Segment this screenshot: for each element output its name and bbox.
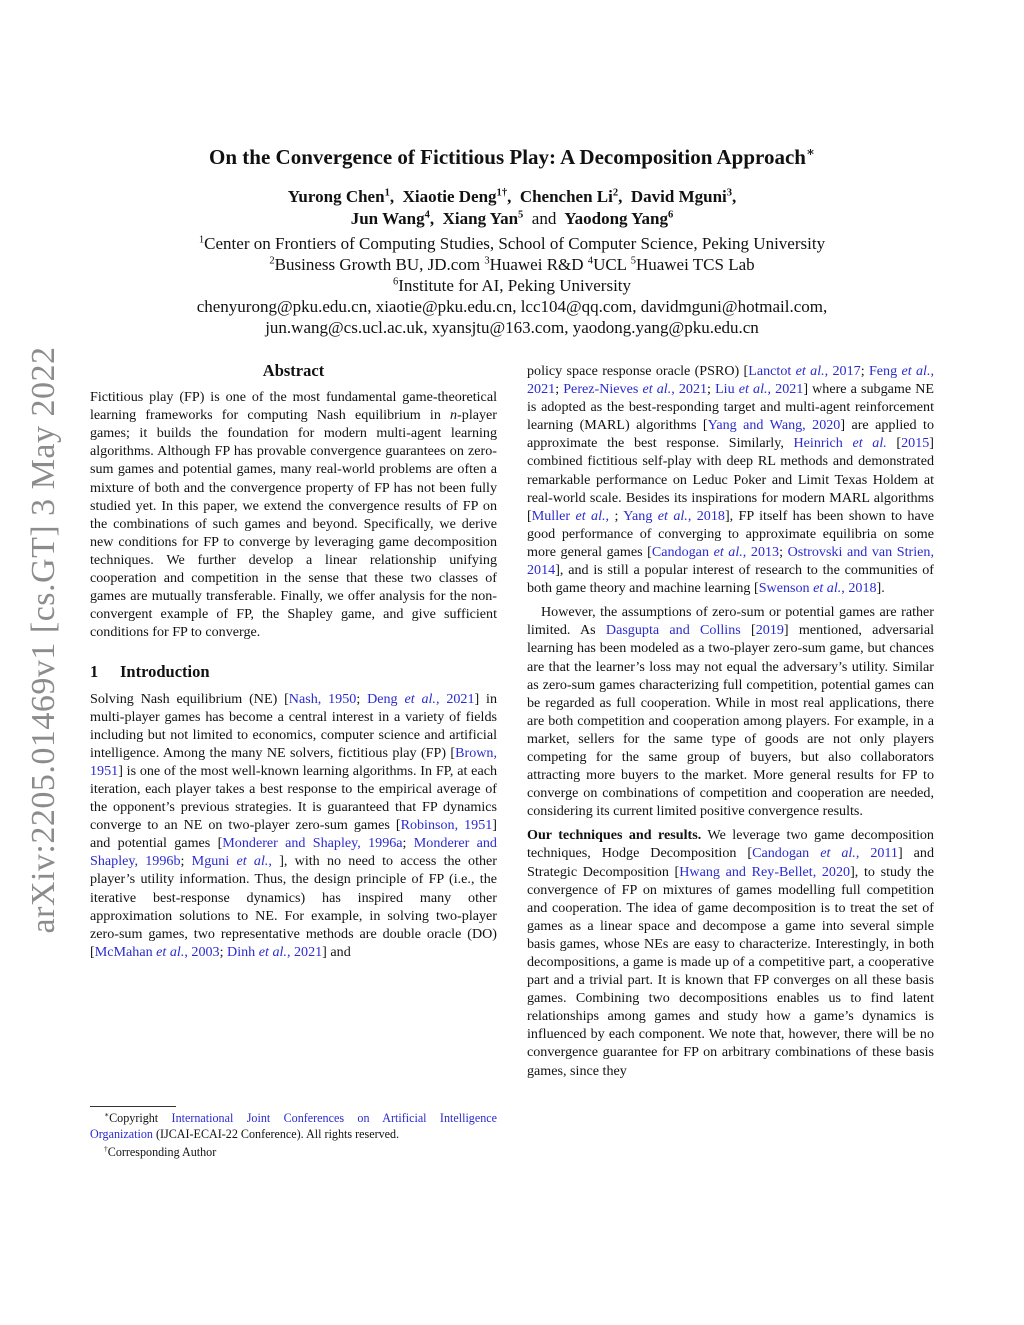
affiliation-text: Huawei R&D <box>489 255 584 274</box>
paragraph-heading: Our techniques and results. <box>527 827 702 844</box>
abstract-text: Fictitious play (FP) is one of the most fundamental game-theoretical learning frameworks for computing Nash equilibrium in <box>90 389 497 424</box>
text-run: We leverage two game decomposition techniques, Hodge Decomposition [ <box>527 827 934 862</box>
author-line-2 <box>0 208 1024 230</box>
text-run: Copyright <box>109 1111 172 1125</box>
author-conjunction: and <box>531 209 557 228</box>
arxiv-identifier: arXiv:2205.01469v1 [cs.GT] 3 May 2022 <box>25 346 62 934</box>
text-run: ; <box>356 690 368 707</box>
author-mark: 1 <box>384 187 390 199</box>
citation-link[interactable]: Candogan et al., 2011 <box>752 845 898 862</box>
text-run: ; <box>860 363 869 379</box>
affiliation-text: UCL <box>593 255 627 274</box>
footnote-copyright <box>90 1111 497 1142</box>
intro-paragraph-4 <box>527 826 934 1079</box>
author-separator: , <box>507 187 512 206</box>
citation-link[interactable]: McMahan et al., 2003 <box>94 943 220 960</box>
text-run: Corresponding Author <box>107 1145 217 1159</box>
author-list <box>0 186 1024 230</box>
abstract-body <box>90 388 497 641</box>
author-separator: , <box>618 187 623 206</box>
text-run: ; <box>180 853 192 870</box>
citation-link[interactable]: Liu et al., 2021 <box>715 381 804 398</box>
author-separator: , <box>389 187 395 206</box>
footnote-mark: † <box>104 1143 108 1153</box>
citation-link[interactable]: Dinh et al., 2021 <box>227 943 323 960</box>
author-mark: 4 <box>424 209 430 221</box>
affiliation-line-1 <box>0 233 1024 254</box>
text-run: Solving Nash equilibrium (NE) [ <box>90 690 289 707</box>
text-run: ; <box>707 381 716 398</box>
title-footnote-mark: ∗ <box>805 144 815 159</box>
citation-link[interactable]: 2019 <box>755 622 784 639</box>
right-column <box>527 362 934 1080</box>
footnote-corresponding <box>90 1145 497 1161</box>
text-run: ] and potential games [ <box>90 817 497 852</box>
text-run: ] where a subgame NE is adopted as the best-responding target and multi-agent reinforcement learning (MARL) algorithms [ <box>527 381 934 434</box>
affiliation-line-2 <box>0 254 1024 275</box>
citation-link[interactable]: Ostrovski and van Strien, 2014 <box>527 543 934 579</box>
citation-link[interactable]: Hwang and Rey-Bellet, 2020 <box>679 863 851 880</box>
affiliation-mark: 6 <box>392 276 399 288</box>
citation-link[interactable]: Deng et al., 2021 <box>367 690 475 707</box>
citation-link[interactable]: Candogan et al., 2013 <box>651 543 780 560</box>
text-run: (IJCAI-ECAI-22 Conference). All rights reserved. <box>152 1126 400 1141</box>
affiliation-text: Huawei TCS Lab <box>635 255 755 274</box>
citation-link[interactable]: 2015 <box>901 435 930 452</box>
citation-link[interactable]: Feng et al., 2021 <box>527 363 935 398</box>
text-run: ] are applied to approximate the best response. Similarly, <box>527 417 934 452</box>
intro-paragraph-2 <box>527 362 934 597</box>
author-name: Yaodong Yang <box>564 209 668 228</box>
affiliation-mark: 2 <box>269 255 275 267</box>
affiliation-line-3 <box>0 275 1024 296</box>
author-name: Chenchen Li <box>519 187 613 206</box>
citation-link[interactable]: Yang et al., 2018 <box>623 507 725 524</box>
author-name: Yurong Chen <box>287 187 385 206</box>
text-run: ]. <box>876 580 885 597</box>
abstract-text: -player games; it builds the foundation for modern multi-agent learning algorithms. Although FP has provable convergence guarantees on zero-sum games and potential games, many real-world problems are often a mixture of both and the convergence property of FP has not been fully studied yet. In this paper, we extend the convergence results of FP on the combinations of such games and beyond. Specifically, we derive new conditions for FP to converge by leveraging game decomposition techniques. We further develop a linear relationship unifying cooperation and competition in the sense that these two classes of games are mutually transferable. Finally, we offer analysis for the non-convergent example of FP, the Shapley game, and give sufficient conditions for FP to converge. <box>90 407 497 641</box>
text-run: [ <box>886 435 902 452</box>
abstract-heading: Abstract <box>262 361 325 380</box>
title-text: On the Convergence of Fictitious Play: A Decomposition Approach <box>209 145 806 169</box>
affiliation-text: Business Growth BU, JD.com <box>274 255 481 274</box>
text-run: ], and is still a popular interest of research to the communities of both game theory and machine learning [ <box>527 562 934 597</box>
author-name: Jun Wang <box>350 209 425 228</box>
citation-link[interactable]: Monderer and Shapley, 1996a <box>222 835 403 852</box>
email-line-1: chenyurong@pku.edu.cn, xiaotie@pku.edu.cn, lcc104@qq.com, davidmguni@hotmail.com, <box>196 297 828 316</box>
author-name: Xiaotie Deng <box>402 187 497 206</box>
section-number: 1 <box>90 662 99 682</box>
text-run: ] mentioned, adversarial learning has been modeled as a two-player zero-sum game, but chances are that the learner’s loss may not equal the adversary’s utility. Similar as zero-sum games characterizing full competition, potential games can be regarded as full cooperation. While in most real applications, there are both competition and cooperation among players. For example, in a market, sellers for the same type of goods are not only players competing for the same group of buyers, but also collaborators attracting more buyers to the market. More general results for FP to converge on combinations of competition and cooperation are needed, considering its current limited positive convergence results. <box>527 622 935 820</box>
affiliation-text: Institute for AI, Peking University <box>398 276 632 295</box>
citation-link[interactable]: Monderer and Shapley, 1996b <box>90 835 497 870</box>
citation-link[interactable]: Swenson et al., 2018 <box>758 580 877 597</box>
citation-link[interactable]: Heinrich et al. <box>793 435 887 452</box>
text-run: [ <box>740 622 756 639</box>
author-mark: 1† <box>496 187 508 199</box>
footnote-rule <box>90 1106 176 1107</box>
author-line-1 <box>0 186 1024 208</box>
author-mark: 5 <box>518 209 524 221</box>
text-run: ; <box>779 543 788 560</box>
citation-link[interactable]: Perez-Nieves et al., 2021 <box>563 381 708 398</box>
author-name: Xiang Yan <box>442 209 519 228</box>
citation-link[interactable]: Mguni et al., <box>191 853 280 870</box>
text-run: ], FP itself has been shown to have good performance of converging to approximate equilibria on some more general games [ <box>527 507 935 560</box>
text-run: ] in multi-player games has become a central interest in a variety of fields including but not limited to economics, computer science and artificial intelligence. Among the many NE solvers, fictitious play (FP) [ <box>90 690 497 761</box>
affiliation-mark: 5 <box>630 255 636 267</box>
citation-link[interactable]: Brown, 1951 <box>90 744 497 779</box>
author-mark: 3 <box>726 187 733 199</box>
intro-paragraph-1 <box>90 690 497 961</box>
affiliation-mark: 1 <box>198 234 205 246</box>
footnotes <box>90 1106 497 1164</box>
ijcai-link[interactable]: International Joint Conferences on Artificial Intelligence Organization <box>90 1111 497 1141</box>
footnote-mark: ∗ <box>104 1109 110 1119</box>
author-mark: 2 <box>612 187 619 199</box>
section-title: Introduction <box>120 662 210 682</box>
math-variable: n <box>450 407 458 424</box>
text-run: policy space response oracle (PSRO) [ <box>527 363 749 379</box>
citation-link[interactable]: Dasgupta and Collins <box>605 622 741 639</box>
text-run: ], with no need to access the other player’s utility information. Thus, the design principle of FP (i.e., the iterative best-response dynamics) has inspired many other approximation solutions to NE. For example, in solving two-player zero-sum games, two representative methods are double oracle (DO) [ <box>90 853 497 960</box>
author-name: David Mguni <box>630 187 727 206</box>
citation-link[interactable]: Yang and Wang, 2020 <box>707 417 841 434</box>
paper-title <box>0 145 1024 170</box>
left-column <box>90 362 497 961</box>
text-run: ; <box>402 835 414 852</box>
text-run: ; <box>555 381 564 398</box>
section-heading-introduction <box>90 663 497 681</box>
text-run: ] combined fictitious self-play with deep RL methods and demonstrated remarkable performance on Leduc Poker and Limit Texas Holdem at real-world scale. Besides its inspirations for modern MARL algorithms [ <box>527 435 934 524</box>
text-run: However, the assumptions of zero-sum or potential games are rather limited. As <box>527 604 934 639</box>
text-run: ; <box>219 943 228 960</box>
affiliation-text: Center on Frontiers of Computing Studies, School of Computer Science, Peking University <box>204 234 826 253</box>
text-run: ] and Strategic Decomposition [ <box>527 845 934 880</box>
citation-link[interactable]: Lanctot et al., 2017 <box>748 363 861 379</box>
text-run: ] and <box>322 943 351 960</box>
affiliation-mark: 3 <box>484 255 490 267</box>
affiliations <box>0 233 1024 338</box>
author-separator: , <box>429 209 435 228</box>
author-separator: , <box>732 187 737 206</box>
intro-paragraph-3 <box>527 603 934 820</box>
citation-link[interactable]: Muller et al., <box>531 507 615 524</box>
text-run: ; <box>614 507 624 524</box>
citation-link[interactable]: Nash, 1950 <box>288 690 357 707</box>
author-mark: 6 <box>668 209 674 221</box>
affiliation-mark: 4 <box>587 255 594 267</box>
text-run: ] is one of the most well-known learning algorithms. In FP, at each iteration, each player takes a best response to the empirical average of the opponent’s previous strategies. It is guaranteed that FP dynamics converge to an NE on two-player zero-sum games [ <box>90 762 497 834</box>
email-line-2: jun.wang@cs.ucl.ac.uk, xyansjtu@163.com, yaodong.yang@pku.edu.cn <box>265 318 759 337</box>
citation-link[interactable]: Robinson, 1951 <box>400 817 493 834</box>
text-run: ], to study the convergence of FP on mixtures of games modelling full competition and cooperation. The idea of game decomposition is to treat the set of games as a linear space and decompose a game into several simple basis games, whose NEs are easy to characterize. Interestingly, in both decompositions, a game is made up of a competitive part, a cooperative part and a trivial part. It is known that FP converges on all these basis games. Combining two decompositions enables us to find latent relationships among games and study how a game’s dynamics is influenced by each component. We note that, however, there will be no convergence guarantee for FP on arbitrary combinations of these basis games, since they <box>527 863 935 1079</box>
